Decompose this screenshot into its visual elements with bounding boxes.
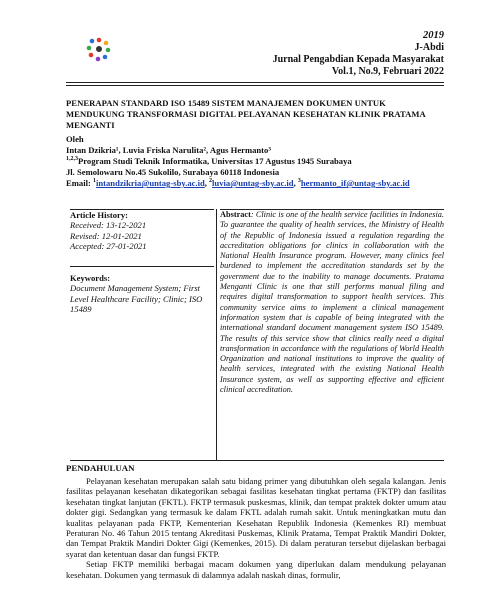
journal-short-name: J-Abdi xyxy=(414,42,444,53)
email-link-1[interactable]: intandzikria@untag-sby.ac.id xyxy=(95,178,205,188)
author-block xyxy=(66,134,446,189)
column-divider xyxy=(216,209,217,460)
received-date: Received: 13-12-2021 xyxy=(70,220,147,231)
keywords-text: Document Management System; First Level Healthcare Facility; Clinic; ISO 15489 xyxy=(70,283,203,315)
article-history-label: Article History: xyxy=(70,210,128,220)
header-rule-top xyxy=(66,82,444,83)
journal-name: Jurnal Pengabdian Kepada Masyarakat xyxy=(272,54,444,65)
body-paragraph-1: Pelayanan kesehatan merupakan salah satu bidang primer yang dibutuhkan oleh segala kalangan. Jenis fasilitas pelayanan kesehatan dikategorikan sebagai fasilitas kesehatan tingkat pertama (FKTP) dan fasilitas kesehatan tingkat lanjutan (FKTL). FKTP termasuk puskesmas, klinik, dan tempat praktek dokter umum atau dokter gigi. Sedangkan yang termasuk ke dalam FKTL adalah rumah sakit. Untuk meningkatkan mutu dan kualitas pelayanan pada FKTP, Kementerian Kesehatan Republik Indonesia (Kemenkes RI) membuat Peraturan No. 46 Tahun 2015 tentang Akreditasi Puskemas, Klinik Pratama, Tempat Praktik Mandiri Dokter, dan Tempat Praktik Mandiri Dokter Gigi (Kemenkes, 2015). Di dalam peraturan tersebut dijelaskan berbagai syarat dan ketentuan dasar dan fungsi FKTP. xyxy=(66,476,446,559)
journal-year: 2019 xyxy=(423,30,444,41)
abstract-label: Abstract xyxy=(220,210,251,219)
keywords-label: Keywords: xyxy=(70,273,111,284)
journal-header xyxy=(273,30,444,78)
body-paragraph-2: Setiap FKTP memiliki berbagai macam dokumen yang diperlukan dalam mendukung pelayanan kesehatan. Dokumen yang termasuk di dalamnya adalah naskah dinas, formulir, xyxy=(66,559,446,580)
header-rule-bottom xyxy=(66,85,444,86)
revised-date: Revised: 12-01-2021 xyxy=(70,230,142,241)
author-oleh: Oleh xyxy=(66,134,84,144)
abstract xyxy=(220,210,444,458)
email-link-2[interactable]: luvia@untag-sby.ac.id xyxy=(212,178,294,188)
journal-logo-icon xyxy=(86,36,112,62)
accepted-date: Accepted: 27-01-2021 xyxy=(70,240,147,251)
author-emails: Email: $^1$intandzikria@untag-sby.ac.id, $^2$luvia@untag-sby.ac.id, $^3$hermanto_if@untag-sby.ac.id xyxy=(66,178,410,188)
section-heading: PENDAHULUAN xyxy=(66,463,135,473)
author-address: Jl. Semolowaru No.45 Sukolilo, Surabaya 60118 Indonesia xyxy=(66,167,280,177)
abstract-text: : Clinic is one of the health service facilities in Indonesia. To guarantee the quality of health services, the Ministry of Health of the Republic of Indonesia issued a regulation regarding the accreditation obligations for clinics in collaboration with the National Health Insurance program. However, many clinics feel burdened to implement the accreditation standards set by the government due to the inability to manage documents. Pratama Menganti Clinic is one that still performs manual filing and requires digital transformation to support health services. This community service aims to implement a clinical management information system that is capable of being integrated with the international standard document management system ISO 15489. The results of this service show that clinics really need a digital transformation in accordance with the regulations of World Health Organization and national institutions to improve the quality of health services, integrated with the existing National Health Insurance system, as well as supporting effective and efficient clinical accreditation. xyxy=(220,210,444,395)
affil-sup: 1,2,3 xyxy=(66,156,78,163)
paper-title: PENERAPAN STANDARD ISO 15489 SISTEM MANAJEMEN DOKUMEN UNTUK MENDUKUNG TRANSFORMASI DIGITAL PELAYANAN KESEHATAN KLINIK PRATAMA MENGANTI xyxy=(66,98,426,130)
abstract-bottom-rule xyxy=(70,460,444,461)
body-text xyxy=(66,476,446,580)
email-link-3[interactable]: hermanto_if@untag-sby.ac.id xyxy=(300,178,410,188)
journal-volume: Vol.1, No.9, Februari 2022 xyxy=(331,66,444,77)
author-affiliation: $^{1,2,3}$Program Studi Teknik Informatika, Universitas 17 Agustus 1945 Surabaya xyxy=(66,156,352,166)
article-meta xyxy=(70,210,210,458)
author-names: Intan Dzikria¹, Luvia Friska Narulita², Agus Hermanto³ xyxy=(66,145,271,155)
